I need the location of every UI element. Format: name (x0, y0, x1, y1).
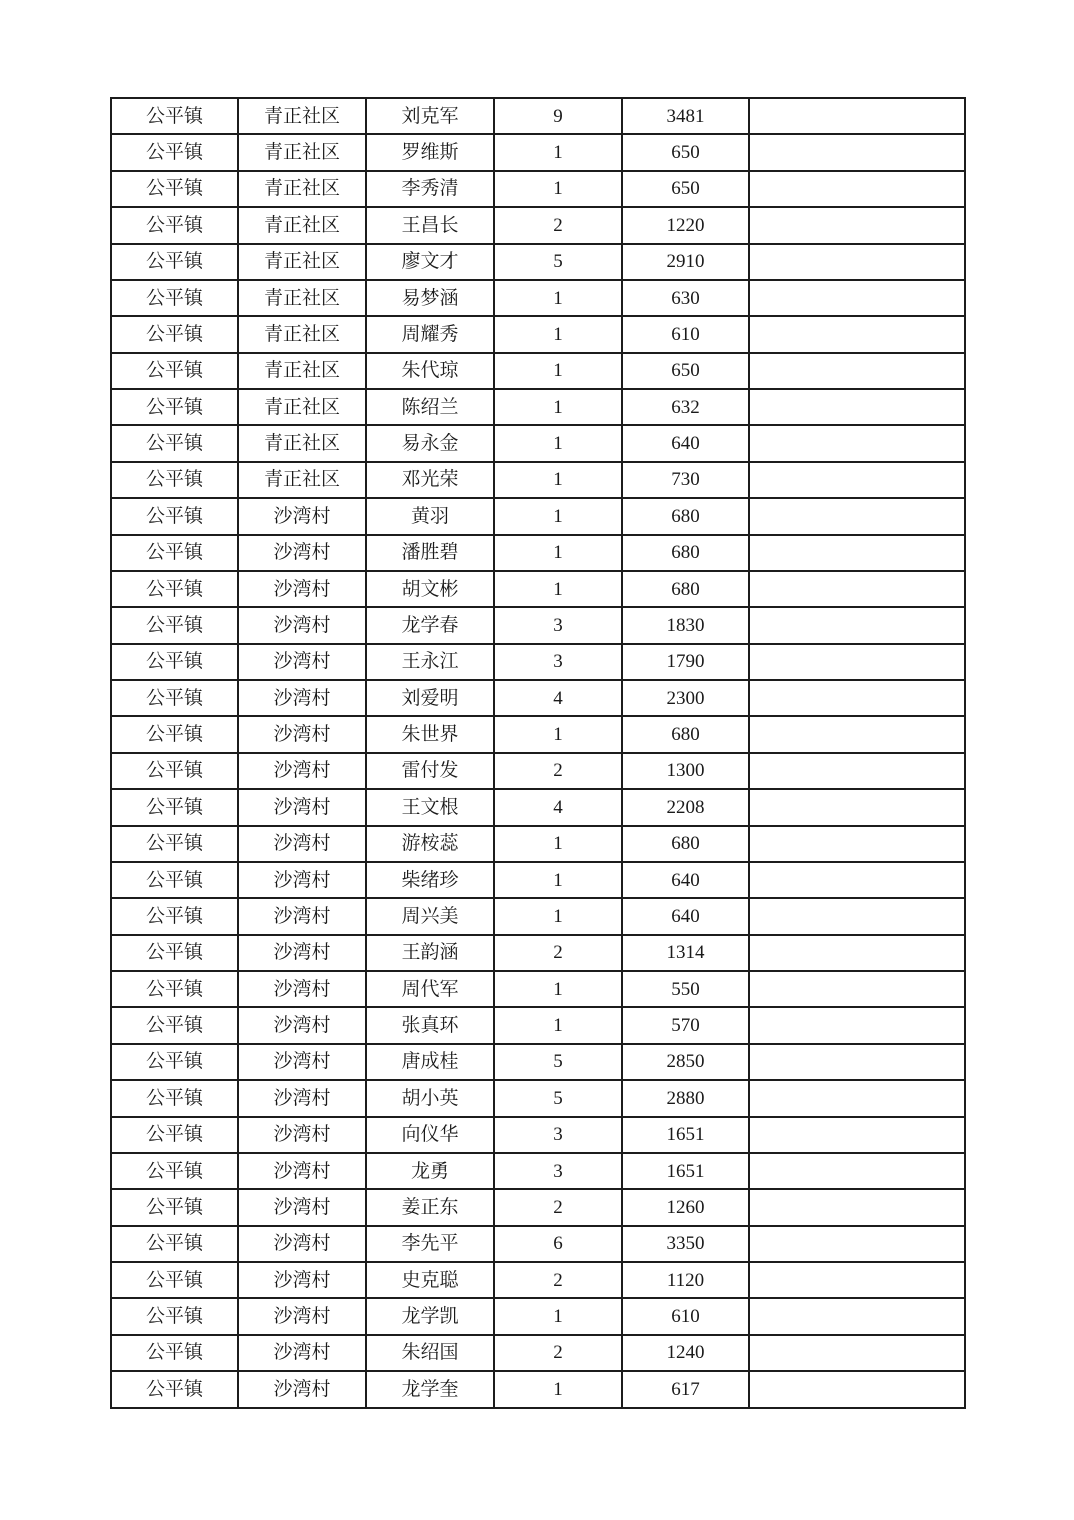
cell-community: 沙湾村 (238, 607, 366, 643)
cell-count: 1 (494, 716, 622, 752)
cell-community: 青正社区 (238, 244, 366, 280)
cell-person-name: 周兴美 (366, 898, 494, 934)
cell-town: 公平镇 (111, 607, 238, 643)
cell-town: 公平镇 (111, 1080, 238, 1116)
cell-note (749, 1007, 965, 1043)
cell-person-name: 王昌长 (366, 207, 494, 243)
table-row (111, 571, 965, 607)
cell-note (749, 1335, 965, 1371)
cell-amount: 1314 (622, 935, 749, 971)
cell-count: 3 (494, 1153, 622, 1189)
cell-note (749, 716, 965, 752)
cell-amount: 650 (622, 171, 749, 207)
cell-person-name: 朱绍国 (366, 1335, 494, 1371)
cell-person-name: 龙学奎 (366, 1371, 494, 1408)
cell-count: 1 (494, 535, 622, 571)
cell-count: 1 (494, 171, 622, 207)
cell-town: 公平镇 (111, 898, 238, 934)
table-row (111, 789, 965, 825)
cell-person-name: 黄羽 (366, 498, 494, 534)
cell-person-name: 易永金 (366, 425, 494, 461)
cell-amount: 640 (622, 898, 749, 934)
cell-person-name: 廖文才 (366, 244, 494, 280)
cell-count: 1 (494, 571, 622, 607)
cell-community: 沙湾村 (238, 826, 366, 862)
cell-amount: 680 (622, 716, 749, 752)
cell-person-name: 李秀清 (366, 171, 494, 207)
table-row (111, 244, 965, 280)
table-row (111, 207, 965, 243)
cell-amount: 680 (622, 535, 749, 571)
cell-count: 5 (494, 1080, 622, 1116)
cell-note (749, 607, 965, 643)
cell-community: 沙湾村 (238, 789, 366, 825)
cell-note (749, 353, 965, 389)
cell-note (749, 134, 965, 170)
cell-note (749, 1262, 965, 1298)
cell-community: 沙湾村 (238, 1153, 366, 1189)
cell-town: 公平镇 (111, 462, 238, 498)
cell-note (749, 571, 965, 607)
cell-note (749, 425, 965, 461)
cell-amount: 2850 (622, 1044, 749, 1080)
cell-community: 沙湾村 (238, 1298, 366, 1334)
cell-count: 1 (494, 898, 622, 934)
cell-person-name: 史克聪 (366, 1262, 494, 1298)
cell-note (749, 1189, 965, 1225)
table-row (111, 716, 965, 752)
roster-table (110, 97, 966, 1409)
cell-town: 公平镇 (111, 498, 238, 534)
cell-town: 公平镇 (111, 789, 238, 825)
table-row (111, 1153, 965, 1189)
table-row (111, 535, 965, 571)
cell-count: 6 (494, 1226, 622, 1262)
cell-amount: 680 (622, 571, 749, 607)
table-row (111, 98, 965, 134)
cell-person-name: 朱代琼 (366, 353, 494, 389)
cell-town: 公平镇 (111, 171, 238, 207)
cell-town: 公平镇 (111, 353, 238, 389)
cell-amount: 1260 (622, 1189, 749, 1225)
cell-amount: 2300 (622, 680, 749, 716)
cell-count: 1 (494, 316, 622, 352)
cell-amount: 680 (622, 826, 749, 862)
cell-note (749, 1044, 965, 1080)
cell-community: 沙湾村 (238, 571, 366, 607)
cell-amount: 2208 (622, 789, 749, 825)
roster-table-body (111, 98, 965, 1408)
cell-count: 1 (494, 425, 622, 461)
cell-community: 青正社区 (238, 171, 366, 207)
cell-amount: 640 (622, 425, 749, 461)
cell-town: 公平镇 (111, 1153, 238, 1189)
cell-amount: 1790 (622, 644, 749, 680)
cell-town: 公平镇 (111, 1044, 238, 1080)
cell-person-name: 罗维斯 (366, 134, 494, 170)
cell-town: 公平镇 (111, 316, 238, 352)
cell-community: 沙湾村 (238, 644, 366, 680)
cell-count: 1 (494, 862, 622, 898)
cell-person-name: 刘爱明 (366, 680, 494, 716)
cell-amount: 570 (622, 1007, 749, 1043)
cell-person-name: 胡小英 (366, 1080, 494, 1116)
table-row (111, 316, 965, 352)
cell-community: 青正社区 (238, 353, 366, 389)
cell-town: 公平镇 (111, 425, 238, 461)
cell-community: 青正社区 (238, 316, 366, 352)
table-row (111, 353, 965, 389)
cell-community: 青正社区 (238, 462, 366, 498)
cell-count: 4 (494, 680, 622, 716)
cell-note (749, 280, 965, 316)
cell-community: 沙湾村 (238, 1044, 366, 1080)
cell-count: 1 (494, 971, 622, 1007)
cell-person-name: 雷付发 (366, 753, 494, 789)
cell-amount: 550 (622, 971, 749, 1007)
table-row (111, 826, 965, 862)
table-row (111, 898, 965, 934)
cell-community: 沙湾村 (238, 1007, 366, 1043)
cell-person-name: 易梦涵 (366, 280, 494, 316)
cell-person-name: 游桉蕊 (366, 826, 494, 862)
table-row (111, 1226, 965, 1262)
cell-note (749, 389, 965, 425)
cell-note (749, 462, 965, 498)
cell-town: 公平镇 (111, 1335, 238, 1371)
cell-town: 公平镇 (111, 826, 238, 862)
table-row (111, 1117, 965, 1153)
cell-community: 沙湾村 (238, 898, 366, 934)
cell-count: 1 (494, 498, 622, 534)
table-row (111, 1044, 965, 1080)
cell-community: 沙湾村 (238, 535, 366, 571)
table-row (111, 862, 965, 898)
cell-amount: 1300 (622, 753, 749, 789)
cell-amount: 1220 (622, 207, 749, 243)
cell-town: 公平镇 (111, 244, 238, 280)
cell-note (749, 244, 965, 280)
cell-community: 沙湾村 (238, 498, 366, 534)
table-row (111, 1007, 965, 1043)
cell-town: 公平镇 (111, 98, 238, 134)
cell-town: 公平镇 (111, 280, 238, 316)
cell-community: 青正社区 (238, 389, 366, 425)
table-row (111, 1298, 965, 1334)
table-row (111, 171, 965, 207)
table-row (111, 644, 965, 680)
table-row (111, 462, 965, 498)
cell-person-name: 邓光荣 (366, 462, 494, 498)
cell-count: 5 (494, 1044, 622, 1080)
cell-person-name: 周耀秀 (366, 316, 494, 352)
cell-note (749, 1298, 965, 1334)
cell-count: 3 (494, 1117, 622, 1153)
cell-amount: 1120 (622, 1262, 749, 1298)
cell-person-name: 潘胜碧 (366, 535, 494, 571)
cell-note (749, 316, 965, 352)
cell-count: 1 (494, 1371, 622, 1408)
cell-community: 沙湾村 (238, 1335, 366, 1371)
table-row (111, 1335, 965, 1371)
cell-amount: 3481 (622, 98, 749, 134)
cell-amount: 617 (622, 1371, 749, 1408)
cell-amount: 630 (622, 280, 749, 316)
table-row (111, 1262, 965, 1298)
cell-count: 1 (494, 134, 622, 170)
table-row (111, 680, 965, 716)
cell-community: 沙湾村 (238, 1117, 366, 1153)
cell-person-name: 陈绍兰 (366, 389, 494, 425)
cell-town: 公平镇 (111, 1226, 238, 1262)
cell-note (749, 826, 965, 862)
cell-community: 沙湾村 (238, 935, 366, 971)
cell-town: 公平镇 (111, 1262, 238, 1298)
cell-count: 1 (494, 826, 622, 862)
cell-person-name: 刘克军 (366, 98, 494, 134)
cell-note (749, 1371, 965, 1408)
cell-note (749, 644, 965, 680)
cell-amount: 3350 (622, 1226, 749, 1262)
cell-amount: 1830 (622, 607, 749, 643)
cell-person-name: 李先平 (366, 1226, 494, 1262)
cell-note (749, 1117, 965, 1153)
cell-community: 青正社区 (238, 134, 366, 170)
cell-note (749, 1080, 965, 1116)
cell-note (749, 535, 965, 571)
cell-note (749, 935, 965, 971)
cell-count: 1 (494, 353, 622, 389)
cell-count: 2 (494, 935, 622, 971)
table-row (111, 1189, 965, 1225)
cell-note (749, 207, 965, 243)
cell-town: 公平镇 (111, 862, 238, 898)
cell-person-name: 向仪华 (366, 1117, 494, 1153)
cell-note (749, 789, 965, 825)
table-row (111, 607, 965, 643)
cell-amount: 1651 (622, 1117, 749, 1153)
cell-community: 青正社区 (238, 280, 366, 316)
cell-note (749, 98, 965, 134)
cell-town: 公平镇 (111, 207, 238, 243)
cell-community: 青正社区 (238, 207, 366, 243)
cell-amount: 650 (622, 134, 749, 170)
cell-community: 沙湾村 (238, 753, 366, 789)
cell-count: 3 (494, 607, 622, 643)
cell-person-name: 王韵涵 (366, 935, 494, 971)
cell-count: 2 (494, 1335, 622, 1371)
cell-count: 1 (494, 462, 622, 498)
cell-community: 沙湾村 (238, 1226, 366, 1262)
cell-town: 公平镇 (111, 571, 238, 607)
cell-note (749, 753, 965, 789)
cell-town: 公平镇 (111, 535, 238, 571)
cell-person-name: 王文根 (366, 789, 494, 825)
cell-amount: 610 (622, 1298, 749, 1334)
cell-amount: 2910 (622, 244, 749, 280)
cell-person-name: 姜正东 (366, 1189, 494, 1225)
cell-town: 公平镇 (111, 716, 238, 752)
cell-count: 3 (494, 644, 622, 680)
cell-town: 公平镇 (111, 1117, 238, 1153)
cell-community: 沙湾村 (238, 716, 366, 752)
cell-community: 沙湾村 (238, 1262, 366, 1298)
cell-note (749, 171, 965, 207)
cell-count: 1 (494, 280, 622, 316)
cell-town: 公平镇 (111, 753, 238, 789)
table-row (111, 753, 965, 789)
cell-note (749, 1153, 965, 1189)
cell-town: 公平镇 (111, 935, 238, 971)
cell-town: 公平镇 (111, 1007, 238, 1043)
cell-person-name: 柴绪珍 (366, 862, 494, 898)
table-row (111, 280, 965, 316)
cell-note (749, 680, 965, 716)
cell-person-name: 龙勇 (366, 1153, 494, 1189)
cell-person-name: 朱世界 (366, 716, 494, 752)
table-row (111, 389, 965, 425)
cell-amount: 650 (622, 353, 749, 389)
table-row (111, 1371, 965, 1408)
cell-count: 1 (494, 389, 622, 425)
cell-person-name: 胡文彬 (366, 571, 494, 607)
cell-community: 沙湾村 (238, 680, 366, 716)
cell-note (749, 971, 965, 1007)
cell-town: 公平镇 (111, 389, 238, 425)
cell-amount: 730 (622, 462, 749, 498)
cell-amount: 2880 (622, 1080, 749, 1116)
cell-count: 9 (494, 98, 622, 134)
cell-town: 公平镇 (111, 680, 238, 716)
cell-town: 公平镇 (111, 1298, 238, 1334)
table-row (111, 425, 965, 461)
cell-community: 沙湾村 (238, 1189, 366, 1225)
cell-community: 沙湾村 (238, 971, 366, 1007)
cell-note (749, 1226, 965, 1262)
table-row (111, 1080, 965, 1116)
cell-person-name: 唐成桂 (366, 1044, 494, 1080)
cell-count: 2 (494, 1189, 622, 1225)
cell-count: 2 (494, 1262, 622, 1298)
cell-count: 1 (494, 1298, 622, 1334)
cell-person-name: 龙学春 (366, 607, 494, 643)
table-row (111, 971, 965, 1007)
cell-person-name: 周代军 (366, 971, 494, 1007)
cell-count: 2 (494, 207, 622, 243)
cell-amount: 632 (622, 389, 749, 425)
cell-note (749, 898, 965, 934)
cell-community: 青正社区 (238, 98, 366, 134)
cell-amount: 610 (622, 316, 749, 352)
cell-town: 公平镇 (111, 1189, 238, 1225)
cell-count: 2 (494, 753, 622, 789)
table-row (111, 935, 965, 971)
cell-person-name: 张真环 (366, 1007, 494, 1043)
cell-amount: 640 (622, 862, 749, 898)
cell-count: 1 (494, 1007, 622, 1043)
cell-community: 青正社区 (238, 425, 366, 461)
cell-amount: 680 (622, 498, 749, 534)
cell-community: 沙湾村 (238, 1080, 366, 1116)
table-row (111, 498, 965, 534)
cell-amount: 1651 (622, 1153, 749, 1189)
cell-town: 公平镇 (111, 971, 238, 1007)
cell-amount: 1240 (622, 1335, 749, 1371)
cell-count: 4 (494, 789, 622, 825)
cell-person-name: 王永江 (366, 644, 494, 680)
cell-note (749, 862, 965, 898)
cell-town: 公平镇 (111, 644, 238, 680)
cell-count: 5 (494, 244, 622, 280)
cell-person-name: 龙学凯 (366, 1298, 494, 1334)
cell-community: 沙湾村 (238, 862, 366, 898)
cell-community: 沙湾村 (238, 1371, 366, 1408)
table-row (111, 134, 965, 170)
cell-town: 公平镇 (111, 134, 238, 170)
cell-note (749, 498, 965, 534)
cell-town: 公平镇 (111, 1371, 238, 1408)
